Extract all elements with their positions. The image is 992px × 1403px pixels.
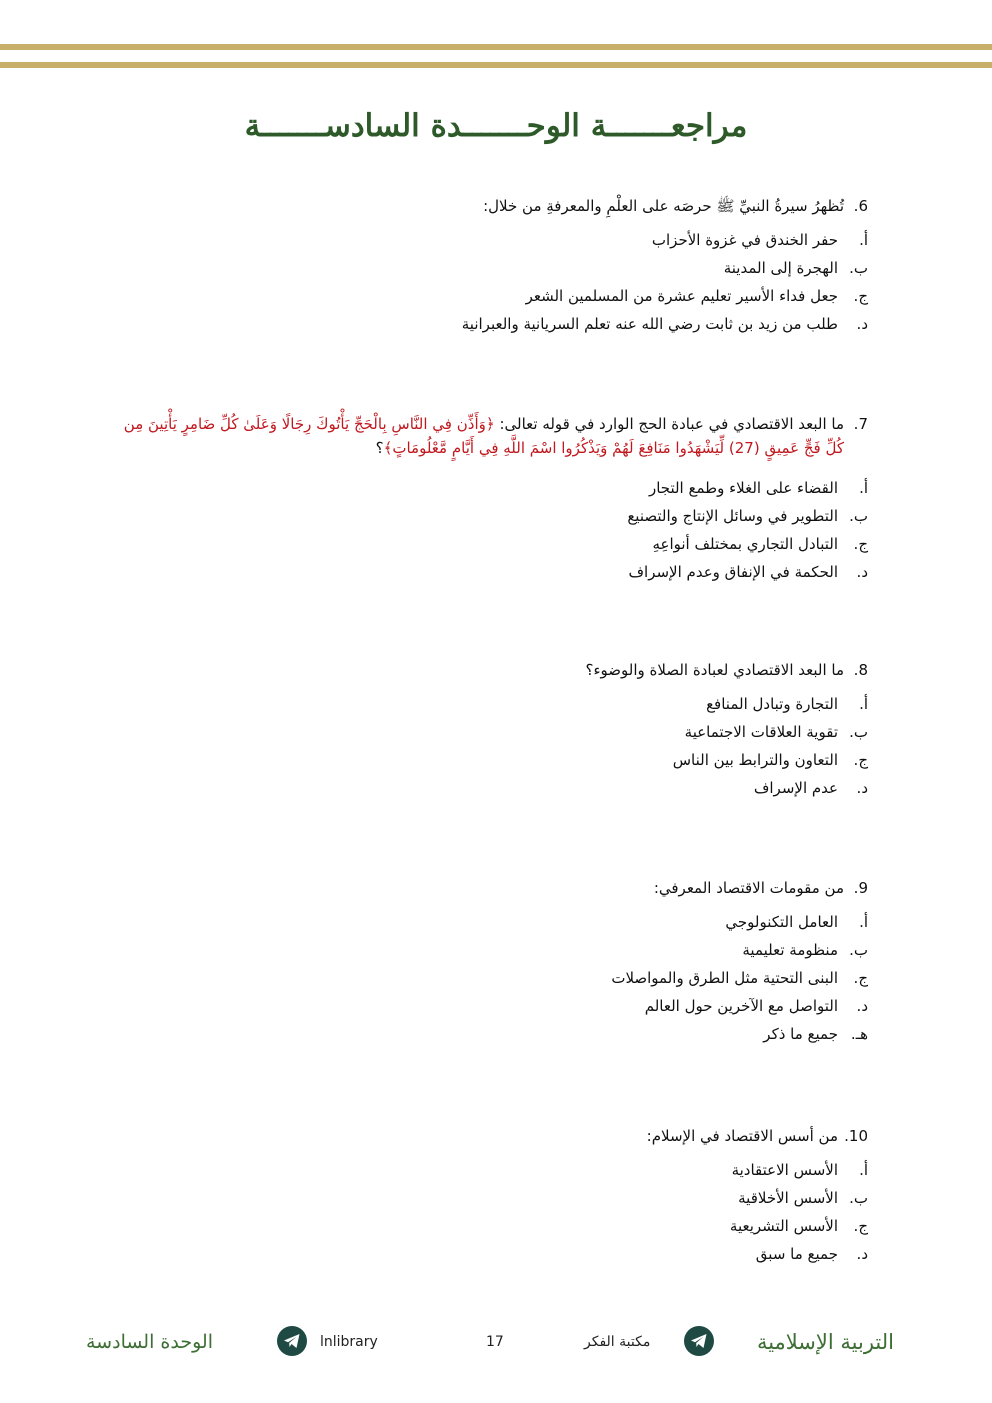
option-text: التبادل التجاري بمختلف أنواعِهِ	[652, 535, 838, 553]
option-item[interactable]	[108, 282, 868, 310]
option-text: الأسس التشريعية	[729, 1217, 838, 1235]
option-item[interactable]	[108, 226, 868, 254]
question-8	[108, 658, 868, 802]
question-9	[108, 876, 868, 1048]
footer-library[interactable]: lnlibrary	[320, 1334, 378, 1350]
option-text: التجارة وتبادل المنافع	[706, 695, 838, 713]
option-item[interactable]	[108, 718, 868, 746]
option-item[interactable]	[108, 1156, 868, 1184]
telegram-icon[interactable]	[684, 1326, 714, 1356]
option-item[interactable]	[108, 774, 868, 802]
question-stem	[108, 1124, 868, 1148]
option-letter: ب.	[849, 1189, 868, 1207]
option-letter: أ.	[859, 695, 868, 713]
option-text: طلب من زيد بن ثابت رضي الله عنه تعلم السريانية والعبرانية	[461, 315, 838, 333]
option-item[interactable]	[108, 474, 868, 502]
option-text: جعل فداء الأسير تعليم عشرة من المسلمين الشعر	[525, 287, 838, 305]
page-number: 17	[486, 1334, 504, 1350]
option-item[interactable]	[108, 1240, 868, 1268]
option-letter: أ.	[859, 1161, 868, 1179]
option-item[interactable]	[108, 746, 868, 774]
option-item[interactable]	[108, 530, 868, 558]
option-text: التواصل مع الآخرين حول العالم	[644, 997, 838, 1015]
option-item[interactable]	[108, 1020, 868, 1048]
option-letter: د.	[856, 997, 868, 1015]
option-item[interactable]	[108, 254, 868, 282]
question-mark: ؟	[375, 439, 384, 457]
option-text: الأسس الاعتقادية	[731, 1161, 838, 1179]
top-gold-bar	[0, 44, 992, 50]
footer-unit: الوحدة السادسة	[86, 1331, 213, 1353]
option-text: البنى التحتية مثل الطرق والمواصلات	[611, 969, 838, 987]
option-letter: ب.	[849, 507, 868, 525]
option-letter: أ.	[859, 913, 868, 931]
options-list	[108, 908, 868, 1048]
options-list	[108, 1156, 868, 1268]
options-list	[108, 690, 868, 802]
option-text: جميع ما سبق	[755, 1245, 838, 1263]
option-letter: ج.	[853, 1217, 868, 1235]
option-text: القضاء على الغلاء وطمع التجار	[648, 479, 838, 497]
option-text: عدم الإسراف	[753, 779, 838, 797]
question-number: 10.	[844, 1127, 868, 1145]
question-number: 8.	[853, 661, 868, 679]
question-stem	[108, 658, 868, 682]
option-letter: ج.	[853, 969, 868, 987]
option-item[interactable]	[108, 964, 868, 992]
question-stem	[108, 194, 868, 218]
option-text: تقوية العلاقات الاجتماعية	[684, 723, 838, 741]
question-number: 9.	[853, 879, 868, 897]
question-text: تُظهرُ سيرةُ النبيِّ ﷺ حرصَه على العلْمِ والمعرفةِ من خلال:	[483, 197, 844, 215]
top-gold-bar-second	[0, 62, 992, 68]
option-text: التطوير في وسائل الإنتاج والتصنيع	[627, 507, 838, 525]
quran-verse: ﴿وَأَذِّن فِي النَّاسِ بِالْحَجِّ يَأْتُوكَ رِجَالًا وَعَلَىٰ كُلِّ ضَامِرٍ يَأْتِينَ مِن كُلِّ فَجٍّ عَمِيقٍ (27) لِّيَشْهَدُوا مَنَافِعَ لَهُمْ وَيَذْكُرُوا اسْمَ اللَّهِ فِي أَيَّامٍ مَّعْلُومَاتٍ﴾	[123, 415, 844, 457]
option-item[interactable]	[108, 936, 868, 964]
option-letter: هـ.	[850, 1025, 868, 1043]
option-item[interactable]	[108, 1212, 868, 1240]
option-text: جميع ما ذكر	[763, 1025, 838, 1043]
option-letter: ب.	[849, 723, 868, 741]
option-letter: أ.	[859, 479, 868, 497]
option-text: الهجرة إلى المدينة	[723, 259, 838, 277]
question-number: 6.	[853, 197, 868, 215]
option-letter: د.	[856, 1245, 868, 1263]
question-7	[108, 412, 868, 586]
question-text: من مقومات الاقتصاد المعرفي:	[653, 879, 844, 897]
question-stem	[108, 876, 868, 900]
option-text: منظومة تعليمية	[742, 941, 838, 959]
option-text: الأسس الأخلاقية	[738, 1189, 838, 1207]
option-text: الحكمة في الإنفاق وعدم الإسراف	[628, 563, 838, 581]
option-item[interactable]	[108, 908, 868, 936]
option-letter: ب.	[849, 941, 868, 959]
option-item[interactable]	[108, 558, 868, 586]
question-text: ما البعد الاقتصادي لعبادة الصلاة والوضوء؟	[585, 661, 844, 679]
options-list	[108, 474, 868, 586]
option-item[interactable]	[108, 310, 868, 338]
option-letter: ج.	[853, 751, 868, 769]
option-letter: د.	[856, 563, 868, 581]
footer-maktaba-logo: مكتبة الفكر	[584, 1334, 651, 1350]
option-letter: ب.	[849, 259, 868, 277]
option-item[interactable]	[108, 690, 868, 718]
question-10	[108, 1124, 868, 1268]
option-text: العامل التكنولوجي	[725, 913, 838, 931]
option-letter: د.	[856, 779, 868, 797]
option-letter: د.	[856, 315, 868, 333]
question-number: 7.	[853, 415, 868, 433]
question-stem	[108, 412, 868, 460]
page-title: مراجعـــــــة الوحـــــــدة السادســـــــة	[244, 108, 748, 144]
option-text: حفر الخندق في غزوة الأحزاب	[651, 231, 838, 249]
option-item[interactable]	[108, 992, 868, 1020]
option-letter: ج.	[853, 535, 868, 553]
telegram-glyph	[690, 1333, 708, 1349]
footer-subject: التربية الإسلامية	[756, 1330, 894, 1354]
option-letter: ج.	[853, 287, 868, 305]
telegram-glyph	[283, 1333, 301, 1349]
option-item[interactable]	[108, 1184, 868, 1212]
page-footer	[0, 1322, 992, 1362]
question-text: من أسس الاقتصاد في الإسلام:	[646, 1127, 838, 1145]
options-list	[108, 226, 868, 338]
option-item[interactable]	[108, 502, 868, 530]
question-text: ما البعد الاقتصادي في عبادة الحج الوارد في قوله تعالى:	[499, 415, 844, 433]
option-text: التعاون والترابط بين الناس	[672, 751, 838, 769]
telegram-icon[interactable]	[277, 1326, 307, 1356]
question-6	[108, 194, 868, 338]
option-letter: أ.	[859, 231, 868, 249]
